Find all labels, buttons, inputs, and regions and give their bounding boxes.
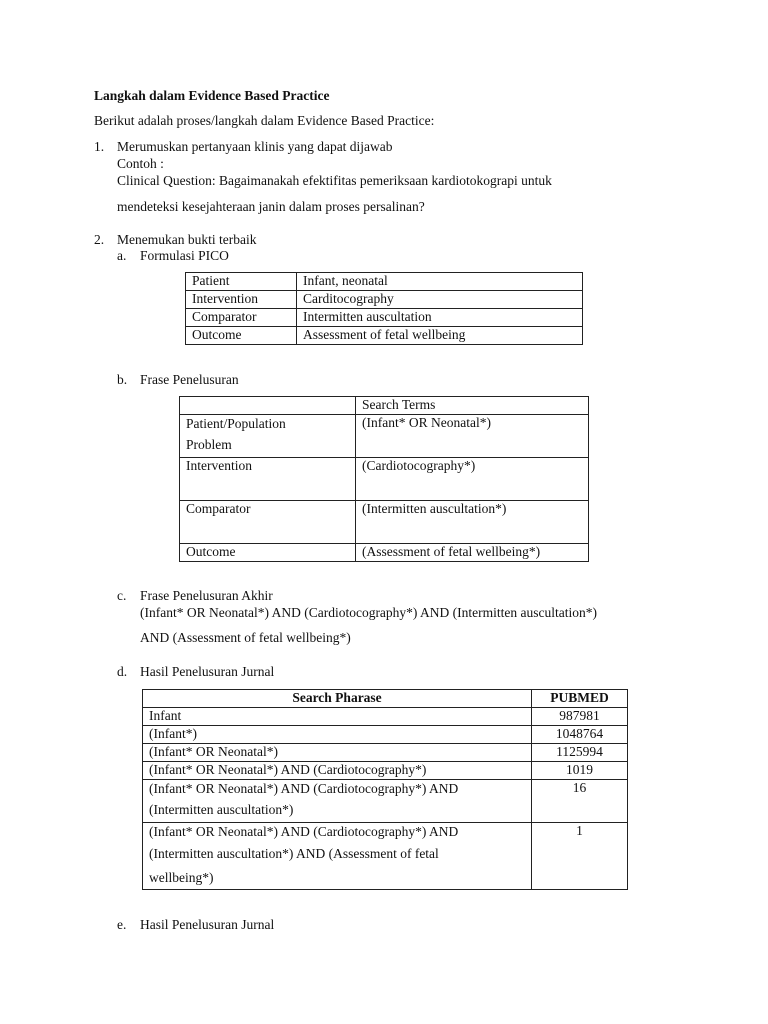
pico-value: Carditocography [297,291,583,309]
header-search-terms: Search Terms [356,397,589,415]
section-c-letter: c. [117,588,127,603]
section-c-heading: Frase Penelusuran Akhir [140,588,273,603]
results-row [143,744,628,762]
search-phrase: (Infant*) [143,726,532,744]
search-terms-table [179,396,589,562]
pico-row [186,327,583,345]
label-line1: Patient/Population [186,416,286,431]
step2-number: 2. [94,232,105,247]
pico-value: Infant, neonatal [297,273,583,291]
pico-label: Outcome [186,327,297,345]
pubmed-count: 1048764 [532,726,628,744]
label-line2: Problem [186,437,232,452]
section-a-letter: a. [117,248,127,263]
pico-value: Assessment of fetal wellbeing [297,327,583,345]
phrase-line: (Intermitten auscultation*) AND (Assessment of fetal [149,846,439,861]
col-search-phrase: Search Pharase [143,690,532,708]
section-a-heading: Formulasi PICO [140,248,229,263]
clinical-question-line2: mendeteksi kesejahteraan janin dalam proses persalinan? [117,199,425,214]
results-row [143,823,628,890]
search-phrase: (Infant* OR Neonatal*) AND (Cardiotocography*) [143,762,532,780]
final-search-line1: (Infant* OR Neonatal*) AND (Cardiotocography*) AND (Intermitten auscultation*) [140,605,598,620]
section-e-letter: e. [117,917,127,932]
col-pubmed: PUBMED [532,690,628,708]
pubmed-count: 1019 [532,762,628,780]
results-row [143,762,628,780]
search-phrase: (Infant* OR Neonatal*) [143,744,532,762]
pubmed-count: 987981 [532,708,628,726]
phrase-line: (Intermitten auscultation*) [149,802,294,817]
search-terms-value: (Infant* OR Neonatal*) [356,415,589,458]
search-terms-row [180,458,589,501]
results-table [142,689,628,890]
step2-heading: Menemukan bukti terbaik [117,232,257,247]
pubmed-count: 1125994 [532,744,628,762]
pico-row [186,273,583,291]
phrase-line: (Infant* OR Neonatal*) AND (Cardiotocography*) AND [149,781,459,796]
search-terms-row [180,544,589,562]
search-terms-label: Outcome [180,544,356,562]
pico-row [186,309,583,327]
results-row [143,780,628,823]
section-d-heading: Hasil Penelusuran Jurnal [140,664,275,679]
pico-label: Comparator [186,309,297,327]
search-terms-label: Comparator [180,501,356,544]
search-terms-row [180,415,589,458]
search-terms-value: (Assessment of fetal wellbeing*) [356,544,589,562]
search-terms-label: Intervention [180,458,356,501]
document-title: Langkah dalam Evidence Based Practice [94,88,330,103]
intro-text: Berikut adalah proses/langkah dalam Evidence Based Practice: [94,113,435,128]
results-row [143,708,628,726]
search-phrase [143,823,532,890]
clinical-question-line1: Clinical Question: Bagaimanakah efektifitas pemeriksaan kardiotokograpi untuk [117,173,552,188]
search-terms-header-row [180,397,589,415]
search-terms-value: (Cardiotocography*) [356,458,589,501]
phrase-line: (Infant* OR Neonatal*) AND (Cardiotocography*) AND [149,824,459,839]
section-e-heading: Hasil Penelusuran Jurnal [140,917,275,932]
pico-row [186,291,583,309]
step1-example-label: Contoh : [117,156,164,171]
pico-label: Intervention [186,291,297,309]
pico-table [185,272,583,345]
search-phrase: Infant [143,708,532,726]
results-header-row [143,690,628,708]
pubmed-count: 16 [532,780,628,823]
step1-number: 1. [94,139,105,154]
results-row [143,726,628,744]
final-search-line2: AND (Assessment of fetal wellbeing*) [140,630,351,645]
section-b-letter: b. [117,372,128,387]
search-terms-value: (Intermitten auscultation*) [356,501,589,544]
pico-value: Intermitten auscultation [297,309,583,327]
step1-heading: Merumuskan pertanyaan klinis yang dapat dijawab [117,139,393,154]
section-d-letter: d. [117,664,128,679]
section-b-heading: Frase Penelusuran [140,372,239,387]
search-terms-label [180,415,356,458]
header-blank-cell [180,397,356,415]
search-terms-row [180,501,589,544]
pico-label: Patient [186,273,297,291]
phrase-line: wellbeing*) [149,870,214,885]
search-phrase [143,780,532,823]
pubmed-count: 1 [532,823,628,890]
